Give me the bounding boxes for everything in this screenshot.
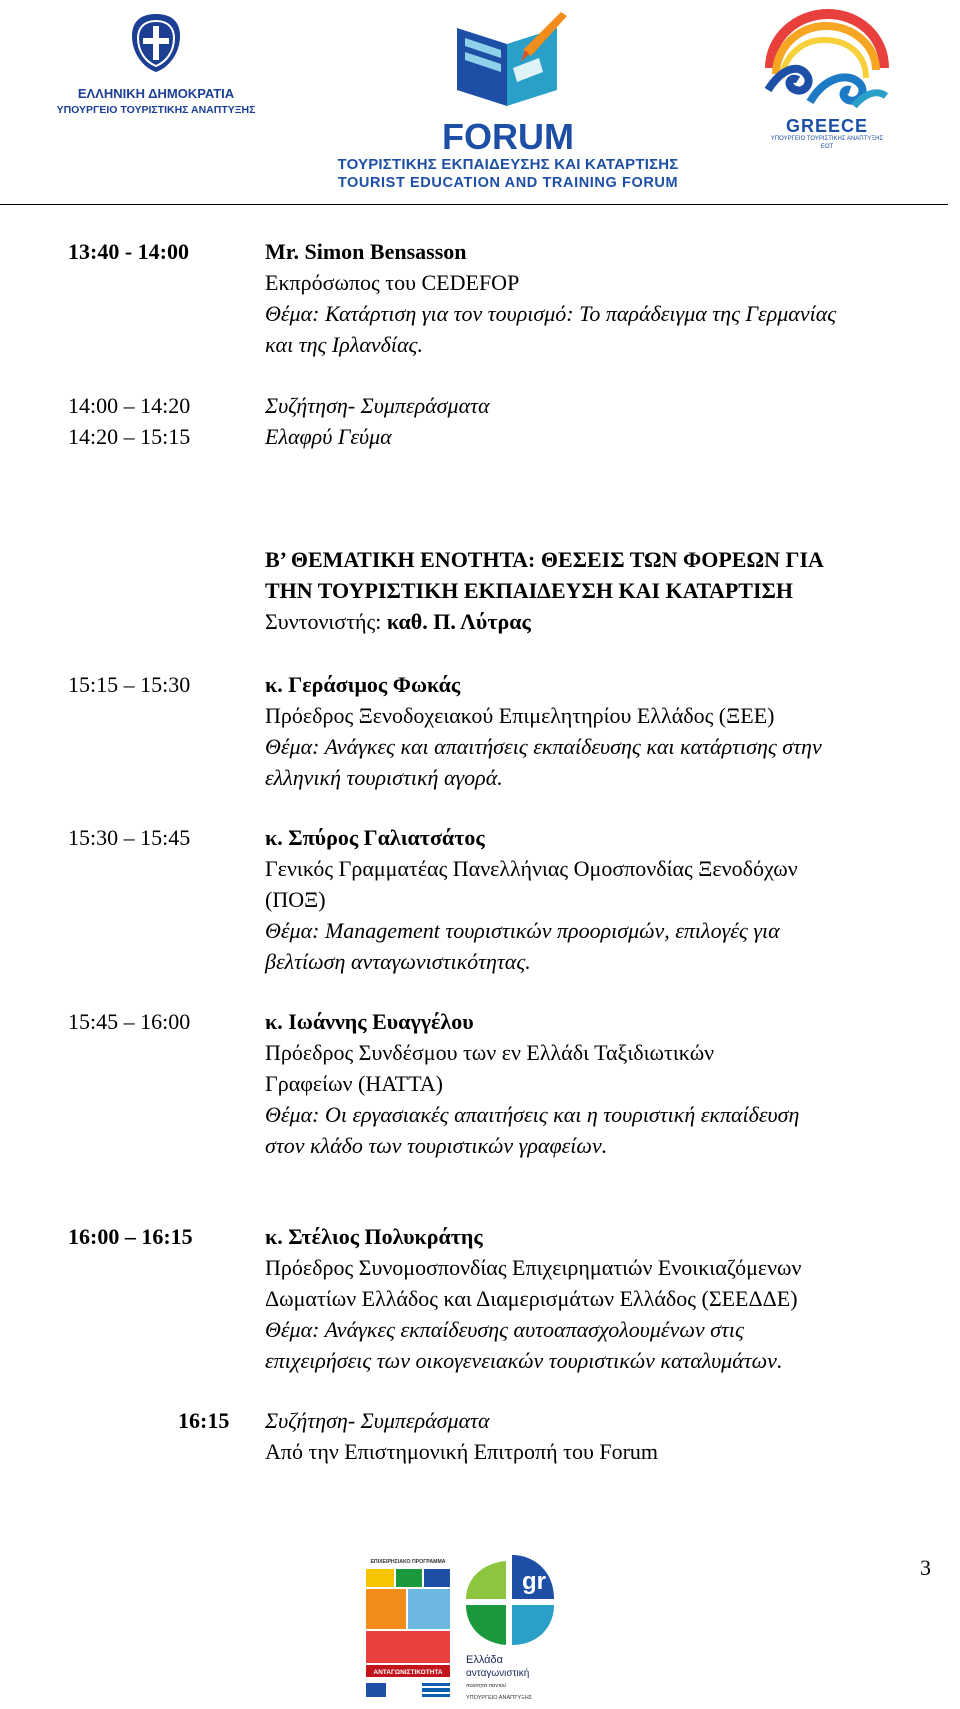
section-heading: [265, 544, 960, 637]
agenda-item-bensasson: [265, 236, 960, 360]
agenda-item-polykratis: [265, 1221, 960, 1376]
greece-sub1: ΥΠΟΥΡΓΕΙΟ ΤΟΥΡΙΣΤΙΚΗΣ ΑΝΑΠΤΥΞΗΣ: [770, 136, 884, 142]
time-slot: 16:00 – 16:15: [68, 1224, 193, 1249]
topic-line: ελληνική τουριστική αγορά.: [265, 765, 503, 790]
speaker-role: (ΠΟΞ): [265, 887, 326, 912]
greece-word: GREECE: [785, 116, 869, 136]
greece-competitive-icon: [462, 1553, 558, 1703]
topic-line: Θέμα: Ανάγκες και απαιτήσεις εκπαίδευσης και κατάρτισης στην: [265, 734, 822, 759]
speaker-role: Γραφείων (HATTA): [265, 1071, 443, 1096]
agenda-item-evangelou: [265, 1006, 960, 1161]
speaker-role: Πρόεδρος Συνδέσμου των εν Ελλάδι Ταξιδιωτικών: [265, 1040, 715, 1065]
footer-left-badge: ΑΝΤΑΓΩΝΙΣΤΙΚΟΤΗΤΑ: [373, 1669, 443, 1676]
agenda-item-discussion: [265, 390, 960, 421]
time-slot: 13:40 - 14:00: [68, 239, 189, 264]
speaker-role: Πρόεδρος Συνομοσπονδίας Επιχειρηματιών Ενοικιαζόμενων: [265, 1255, 802, 1280]
competitiveness-logo: [362, 1553, 454, 1703]
speaker-role: Γενικός Γραμματέας Πανελλήνιας Ομοσπονδίας Ξενοδόχων: [265, 856, 798, 881]
agenda-item-closing: [265, 1405, 960, 1467]
ministry-line2: ΥΠΟΥΡΓΕΙΟ ΤΟΥΡΙΣΤΙΚΗΣ ΑΝΑΠΤΥΞΗΣ: [56, 104, 256, 116]
topic-line: Θέμα: Ανάγκες εκπαίδευσης αυτοαπασχολουμένων στις: [265, 1317, 744, 1342]
speaker-name: κ. Γεράσιμος Φωκάς: [265, 672, 461, 697]
coordinator-label: Συντονιστής:: [265, 609, 382, 634]
session-text: Ελαφρύ Γεύμα: [265, 424, 392, 449]
op-competitiveness-icon: [362, 1553, 454, 1703]
section-title-line: Β’ ΘΕΜΑΤΙΚΗ ΕΝΟΤΗΤΑ: ΘΕΣΕΙΣ ΤΩΝ ΦΟΡΕΩΝ ΓΙΑ: [265, 547, 824, 572]
forum-word: FORUM: [442, 116, 574, 157]
document-header: [0, 0, 960, 206]
footer-right-gr: gr: [522, 1568, 546, 1595]
time-slot: 15:30 – 15:45: [68, 825, 191, 850]
speaker-role: Πρόεδρος Ξενοδοχειακού Επιμελητηρίου Ελλάδος (ΞΕΕ): [265, 703, 775, 728]
forum-english-title: TOURIST EDUCATION AND TRAINING FORUM: [337, 175, 679, 191]
topic-line: Θέμα: Management τουριστικών προορισμών, επιλογές για: [265, 918, 780, 943]
agenda-item-fokas: [265, 669, 960, 793]
footer-right-line3: ποιότητα παντού: [466, 1683, 507, 1689]
section-title-line: ΤΗΝ ΤΟΥΡΙΣΤΙΚΗ ΕΚΠΑΙΔΕΥΣΗ ΚΑΙ ΚΑΤΑΡΤΙΣΗ: [265, 578, 794, 603]
speaker-role: Εκπρόσωπος του CEDEFOP: [265, 270, 520, 295]
time-slot: 14:20 – 15:15: [68, 424, 191, 449]
speaker-name: κ. Σπύρος Γαλιατσάτος: [265, 825, 485, 850]
topic-line: Θέμα: Οι εργασιακές απαιτήσεις και η τουριστική εκπαίδευση: [265, 1102, 800, 1127]
topic-line: βελτίωση ανταγωνιστικότητας.: [265, 949, 531, 974]
footer-right-line2: ανταγωνιστική: [466, 1668, 530, 1679]
time-slot: 16:15: [178, 1408, 230, 1433]
greece-swirl-icon: [762, 8, 892, 112]
ministry-logo: [56, 10, 256, 120]
session-text: Από την Επιστημονική Επιτροπή του Forum: [265, 1439, 659, 1464]
forum-book-icon: [443, 10, 573, 110]
footer-right-line1: Ελλάδα: [466, 1654, 504, 1666]
time-slot: 15:45 – 16:00: [68, 1009, 191, 1034]
topic-line: Θέμα: Κατάρτιση για τον τουρισμό: Το παράδειγμα της Γερμανίας: [265, 301, 837, 326]
speaker-role: Δωματίων Ελλάδος και Διαμερισμάτων Ελλάδος (ΣΕΕΔΔΕ): [265, 1286, 798, 1311]
footer-right-line4: ΥΠΟΥΡΓΕΙΟ ΑΝΑΠΤΥΞΗΣ: [466, 1695, 533, 1701]
session-text: Συζήτηση- Συμπεράσματα: [265, 393, 490, 418]
coordinator-name: καθ. Π. Λύτρας: [386, 609, 531, 634]
speaker-name: κ. Ιωάννης Ευαγγέλου: [265, 1009, 474, 1034]
topic-line: επιχειρήσεις των οικογενειακών τουριστικών καταλυμάτων.: [265, 1348, 783, 1373]
agenda-item-galiatsatos: [265, 822, 960, 977]
greece-competitive-logo: [462, 1553, 558, 1703]
speaker-name: κ. Στέλιος Πολυκράτης: [265, 1224, 483, 1249]
forum-greek-title: ΤΟΥΡΙΣΤΙΚΗΣ ΕΚΠΑΙΔΕΥΣΗΣ ΚΑΙ ΚΑΤΑΡΤΙΣΗΣ: [337, 156, 679, 173]
ministry-line1: ΕΛΛΗΝΙΚΗ ΔΗΜΟΚΡΑΤΙΑ: [77, 86, 235, 101]
agenda-item-lunch: [265, 421, 960, 452]
header-divider: [0, 204, 948, 205]
greek-emblem-icon: [126, 10, 186, 76]
greece-sub2: ΕΟΤ: [820, 144, 834, 150]
forum-logo: [323, 10, 693, 200]
greece-logo: [752, 8, 902, 158]
topic-line: στον κλάδο των τουριστικών γραφείων.: [265, 1133, 608, 1158]
topic-line: και της Ιρλανδίας.: [265, 332, 423, 357]
time-slot: 14:00 – 14:20: [68, 393, 191, 418]
page-number: 3: [920, 1555, 931, 1580]
footer-left-top: ΕΠΙΧΕΙΡΗΣΙΑΚΟ ΠΡΟΓΡΑΜΜΑ: [370, 1559, 446, 1565]
speaker-name: Mr. Simon Bensasson: [265, 239, 467, 264]
time-slot: 15:15 – 15:30: [68, 672, 191, 697]
session-text: Συζήτηση- Συμπεράσματα: [265, 1408, 490, 1433]
